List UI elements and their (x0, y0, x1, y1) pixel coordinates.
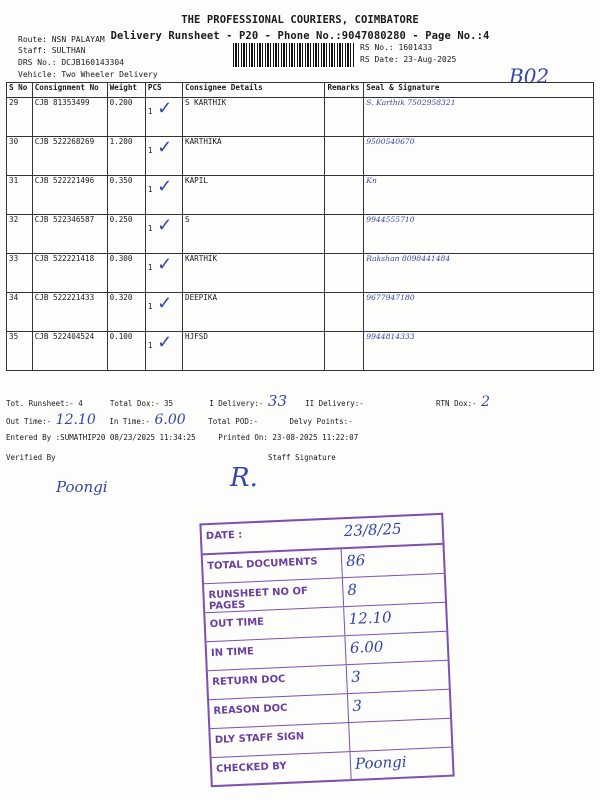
cell-pcs (145, 332, 182, 371)
delivery-table (6, 82, 594, 371)
table-row (7, 137, 594, 176)
entered-by: Entered By :SUMATHIP20 08/23/2025 11:34:25 (6, 433, 196, 442)
signature-text: 9500540670 (366, 137, 415, 146)
total-dox-value: 35 (164, 399, 174, 408)
stamp-row-label: DLY STAFF SIGN (210, 723, 350, 757)
staff-signature-label: Staff Signature (268, 453, 336, 462)
cell-consignment: CJB 522221418 (32, 254, 107, 293)
pcs-value: 1 (147, 263, 153, 272)
cell-signature (364, 137, 594, 176)
table-row (7, 215, 594, 254)
cell-details: KAPIL (183, 176, 325, 215)
cell-weight: 0.200 (107, 98, 145, 137)
runsheet-title: Delivery Runsheet - P20 - Phone No.:9047080280 - Page No.:4 (110, 30, 490, 42)
checkmark-icon: ✓ (157, 332, 173, 353)
rs-date: RS Date: 23-Aug-2025 (360, 55, 457, 64)
stamp-row-label: IN TIME (207, 636, 347, 670)
total-runsheet: Tot. Runsheet:- 4 (6, 399, 83, 408)
cell-signature (364, 332, 594, 371)
signature-text: Kn (366, 176, 377, 185)
printed-on: Printed On: 23-08-2025 11:22:07 (218, 433, 359, 442)
rtn-dox-label: RTN Dox:- (436, 399, 477, 408)
checkmark-icon: ✓ (157, 98, 173, 119)
staff-label: Staff: SULTHAN (18, 46, 86, 55)
cell-details: KARTHIKA (183, 137, 325, 176)
cell-pcs (145, 176, 182, 215)
signature-text: Rakshan 8098441484 (366, 254, 451, 263)
cell-consignment: CJB 522346587 (32, 215, 107, 254)
cell-weight: 0.100 (107, 332, 145, 371)
pcs-value: 1 (147, 341, 153, 350)
cell-remarks (325, 254, 364, 293)
pcs-value: 1 (147, 302, 153, 311)
stamp-row-value: 86 (345, 551, 366, 571)
cell-weight: 0.250 (107, 215, 145, 254)
col-weight: Weight (107, 83, 145, 98)
cell-remarks (325, 98, 364, 137)
rs-number: RS No.: 1601433 (360, 43, 433, 52)
cell-signature (364, 98, 594, 137)
signature-text: 9944555710 (366, 215, 415, 224)
cell-remarks (325, 332, 364, 371)
cell-details: S KARTHIK (183, 98, 325, 137)
cell-pcs (145, 215, 182, 254)
checkmark-icon: ✓ (157, 215, 173, 236)
cell-pcs (145, 137, 182, 176)
table-header-row (7, 83, 594, 98)
cell-signature (364, 215, 594, 254)
col-consignment: Consignment No (32, 83, 107, 98)
signature-text: S. Karthik 7502958321 (366, 98, 456, 107)
i-delivery-label: I Delivery:- (209, 399, 264, 408)
cell-remarks (325, 137, 364, 176)
handwritten-note: B02 (509, 64, 550, 88)
col-pcs: PCS (145, 83, 182, 98)
stamp-row-value: 8 (347, 580, 358, 600)
cell-consignment: CJB 522221496 (32, 176, 107, 215)
checkmark-icon: ✓ (157, 137, 173, 158)
stamp-date-value: 23/8/25 (343, 519, 402, 541)
col-signature: Seal & Signature (364, 83, 594, 98)
cell-weight: 0.350 (107, 176, 145, 215)
cell-remarks (325, 293, 364, 332)
cell-signature (364, 176, 594, 215)
cell-details: HJFSD (183, 332, 325, 371)
pcs-value: 1 (147, 146, 153, 155)
cell-sno: 34 (7, 293, 33, 332)
stamp-row-label: RETURN DOC (208, 665, 348, 699)
stamp-row-value: 3 (350, 667, 362, 686)
stamp-date-label: DATE : (205, 529, 243, 543)
cell-pcs (145, 254, 182, 293)
cell-consignment: CJB 522221433 (32, 293, 107, 332)
cell-sno: 31 (7, 176, 33, 215)
total-dox-label: Total Dox:- (109, 399, 160, 408)
cell-consignment: CJB 81353499 (32, 98, 107, 137)
cell-signature (364, 254, 594, 293)
cell-details: KARTHIK (183, 254, 325, 293)
cell-remarks (325, 176, 364, 215)
in-time-value: 6.00 (154, 412, 186, 428)
cell-signature (364, 293, 594, 332)
stamp-row-value (349, 719, 451, 751)
table-row (7, 254, 594, 293)
cell-sno: 33 (7, 254, 33, 293)
stamp-row-label: CHECKED BY (212, 752, 352, 786)
cell-sno: 35 (7, 332, 33, 371)
table-row (7, 293, 594, 332)
signature-text: 9944814333 (366, 332, 415, 341)
stamp-row-label: TOTAL DOCUMENTS (203, 549, 343, 583)
checkmark-icon: ✓ (157, 293, 173, 314)
col-remarks: Remarks (325, 83, 364, 98)
col-sno: S No (7, 83, 33, 98)
cell-details: DEEPIKA (183, 293, 325, 332)
drs-number: DRS No.: DCJB160143304 (18, 58, 124, 67)
checkmark-icon: ✓ (157, 176, 173, 197)
rtn-dox-value: 2 (481, 394, 491, 410)
stamp-row-label: OUT TIME (205, 607, 345, 641)
cell-sno: 30 (7, 137, 33, 176)
barcode (233, 43, 355, 67)
stamp-row-value: 3 (352, 696, 363, 715)
cell-weight: 1.200 (107, 137, 145, 176)
col-details: Consignee Details (183, 83, 325, 98)
verified-signature: Poongi (56, 478, 108, 496)
summary-stamp (199, 513, 454, 787)
route-label: Route: NSN PALAYAM (18, 35, 105, 44)
cell-sno: 32 (7, 215, 33, 254)
table-row (7, 332, 594, 371)
stamp-row-value: Poongi (354, 752, 407, 773)
cell-weight: 0.320 (107, 293, 145, 332)
cell-sno: 29 (7, 98, 33, 137)
pcs-value: 1 (147, 185, 153, 194)
i-delivery-value: 33 (267, 392, 287, 410)
cell-weight: 0.300 (107, 254, 145, 293)
total-pod-label: Total POD:- (208, 417, 258, 426)
pcs-value: 1 (147, 107, 153, 116)
cell-consignment: CJB 522268269 (32, 137, 107, 176)
table-row (7, 176, 594, 215)
vehicle-label: Vehicle: Two Wheeler Delivery (18, 70, 158, 79)
cell-details: S (183, 215, 325, 254)
staff-signature: R. (230, 463, 258, 493)
cell-pcs (145, 293, 182, 332)
company-name: THE PROFESSIONAL COURIERS, COIMBATORE (181, 14, 419, 26)
stamp-row-value: 12.10 (348, 608, 392, 629)
out-time-value: 12.10 (55, 412, 96, 428)
out-time-label: Out Time:- (6, 417, 52, 426)
checkmark-icon: ✓ (157, 254, 173, 275)
cell-consignment: CJB 522404524 (32, 332, 107, 371)
table-row (7, 98, 594, 137)
in-time-label: In Time:- (109, 417, 150, 426)
stamp-row-label: REASON DOC (209, 694, 349, 728)
stamp-row-label: RUNSHEET NO OF PAGES (204, 578, 344, 612)
cell-remarks (325, 215, 364, 254)
pcs-value: 1 (147, 224, 153, 233)
entered-row (6, 433, 358, 442)
signature-text: 9677947180 (366, 293, 415, 302)
delvy-points-label: Delvy Points:- (289, 417, 353, 426)
totals-row (6, 392, 594, 410)
cell-pcs (145, 98, 182, 137)
verified-by-label: Verified By (6, 453, 56, 462)
ii-delivery-label: II Delivery:- (305, 399, 364, 408)
time-row (6, 412, 353, 428)
stamp-row-value: 6.00 (349, 637, 384, 657)
